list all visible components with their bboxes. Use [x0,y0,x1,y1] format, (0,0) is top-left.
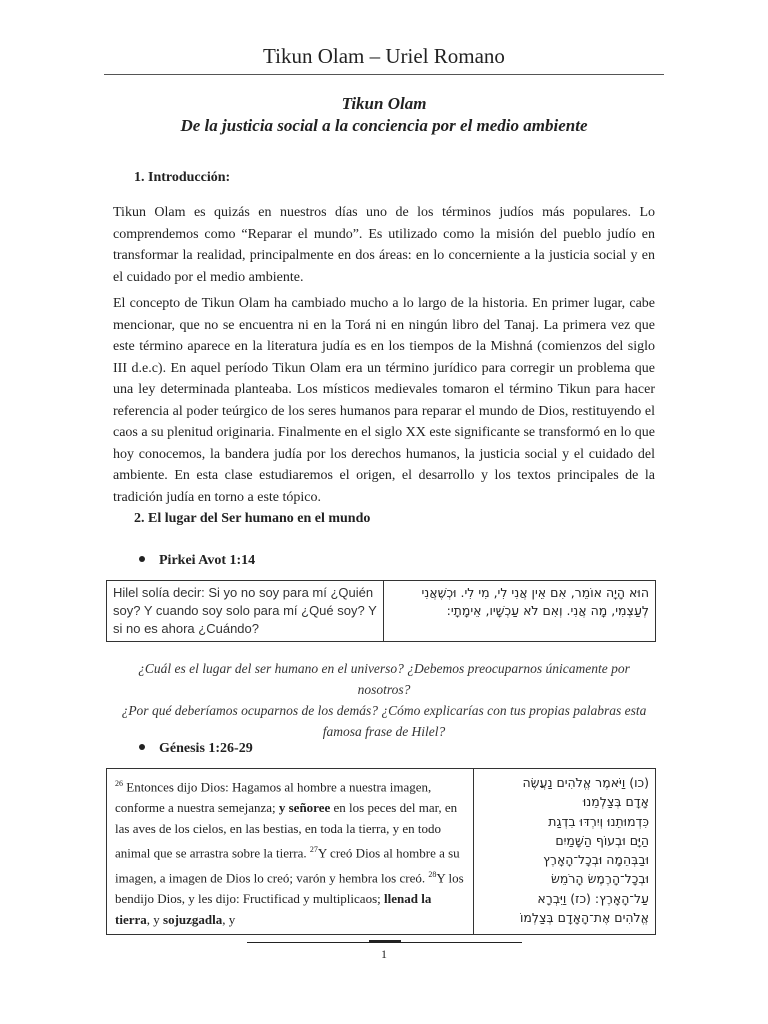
document-title [0,93,768,137]
question-line-2: ¿Por qué deberíamos ocuparnos de los demás? ¿Cómo explicarías con tus propias palabras esta [121,703,647,718]
pirkei-spanish-cell: Hilel solía decir: Si yo no soy para mí ¿Quién soy? Y cuando soy solo para mí ¿Qué soy? Y si no es ahora ¿Cuándo? [107,581,384,642]
header-rule [104,74,664,75]
hebrew-line: הַיָּם וּבְעוֹף הַשָּׁמַיִם [555,832,649,848]
hebrew-line: וּבְכָל־הָרֶמֶשׂ הָרֹמֵשׂ [551,871,649,887]
genesis-text: en los peces del mar, en las aves de los cielos, en las bestias, en toda la tierra, y en todo animal que se arrastra sobre la tierra. [115,800,458,861]
title-line-2: De la justicia social a la conciencia por el medio ambiente [180,116,588,135]
bullet-dot [139,556,145,562]
genesis-hebrew-cell [474,769,656,935]
running-header: Tikun Olam – Uriel Romano [263,44,505,68]
section-heading-lugar-ser-humano: 2. El lugar del Ser humano en el mundo [134,511,371,526]
section-heading-introduccion: 1. Introducción: [134,170,231,185]
bullet-pirkei-avot [139,553,255,569]
verse-number: 26 [115,779,123,788]
reflection-questions [113,658,655,742]
hebrew-line: אֱלֹהִים אֶת־הָאָדָם בְּצַלְמוֹ [519,910,649,926]
pirkei-label: Pirkei Avot 1:14 [159,553,256,568]
genesis-text: Entonces dijo Dios: Hagamos al hombre a nuestra imagen, conforme a nuestra semejanza; [115,779,432,816]
bullet-dot [139,744,145,750]
question-line-1: ¿Cuál es el lugar del ser humano en el universo? ¿Debemos preocuparnos únicamente por nosotros? [138,661,630,697]
genesis-bold-text: sojuzgadla [163,911,223,927]
genesis-spanish-cell [107,769,474,935]
genesis-bold-text: llenad la tierra [115,890,432,927]
genesis-bold-text: y señoree [278,800,331,816]
hebrew-line: כִּדְמוּתֵנוּ וְיִרְדּוּ בִדְגַת [548,813,649,829]
hebrew-line: וּבַבְּהֵמָה וּבְכָל־הָאָרֶץ [543,852,649,868]
verse-number: 27 [309,845,318,855]
genesis-text: Y creó Dios al hombre a su imagen, a imagen de Dios lo creó; varón y hembra los creó. [115,845,460,885]
pirkei-hebrew-cell: הוּא הָיָה אוֹמֵר, אִם אֵין אֲנִי לִי, מִי לִי. וּכְשֶׁאֲנִי לְעַצְמִי, מָה אֲנִי. וְאִם לֹא עַכְשָׁיו, אֵימָתָי: [384,581,656,642]
hebrew-line: אָדָם בְּצַלְמֵנוּ [582,794,649,810]
genesis-text: Y los bendijo Dios, y les dijo: Fructificad y multiplicaos; [115,869,464,906]
question-line-3: famosa frase de Hilel? [322,724,446,739]
genesis-label: Génesis 1:26-29 [159,741,253,756]
paragraph-intro-1: Tikun Olam es quizás en nuestros días uno de los términos judíos más populares. Lo comprendemos como “Reparar el mundo”. Es utilizado como la misión del pueblo judío en transformar la realidad, principalmente en dos áreas: en lo concerniente a la justicia social y en el cuidado por el medio ambiente. [113,205,655,285]
hebrew-line: (כו) וַיֹּאמֶר אֱלֹהִים נַעֲשֶׂה [522,775,649,790]
genesis-text: , y [222,911,236,927]
footer-mark [369,940,401,943]
title-line-1: Tikun Olam [341,94,427,113]
page-number: 1 [381,947,387,961]
genesis-table [106,768,656,935]
bullet-genesis [139,741,253,757]
hebrew-line: עַל־הָאָרֶץ: (כז) וַיִּבְרָא [537,890,649,906]
pirkei-avot-table [106,580,656,642]
genesis-text: , y [146,911,164,927]
paragraph-intro-2: El concepto de Tikun Olam ha cambiado mucho a lo largo de la historia. En primer lugar, cabe mencionar, que no se encuentra ni en la Torá ni en ningún libro del Tanaj. La primera vez que este término aparece en la literatura judía es en los tiempos de la Mishná (comienzos del siglo III d.e.c). En aquel período Tikun Olam era un término jurídico para corregir un problema que una ley determinada planteaba. Los místicos medievales tomaron el término Tikun para hacer referencia al poder teúrgico de los seres humanos para reparar el mundo de Dios, restituyendo el caos a su plenitud originaria. Finalmente en el siglo XX este significante se transformó en lo que hoy conocemos, la bandera judía por los derechos humanos, la justicia social y el cuidado del ambiente. En esta clase estudiaremos el origen, el desarrollo y los textos principales de la tradición judía en torno a este tópico. [113,296,655,505]
verse-number: 28 [428,869,437,879]
